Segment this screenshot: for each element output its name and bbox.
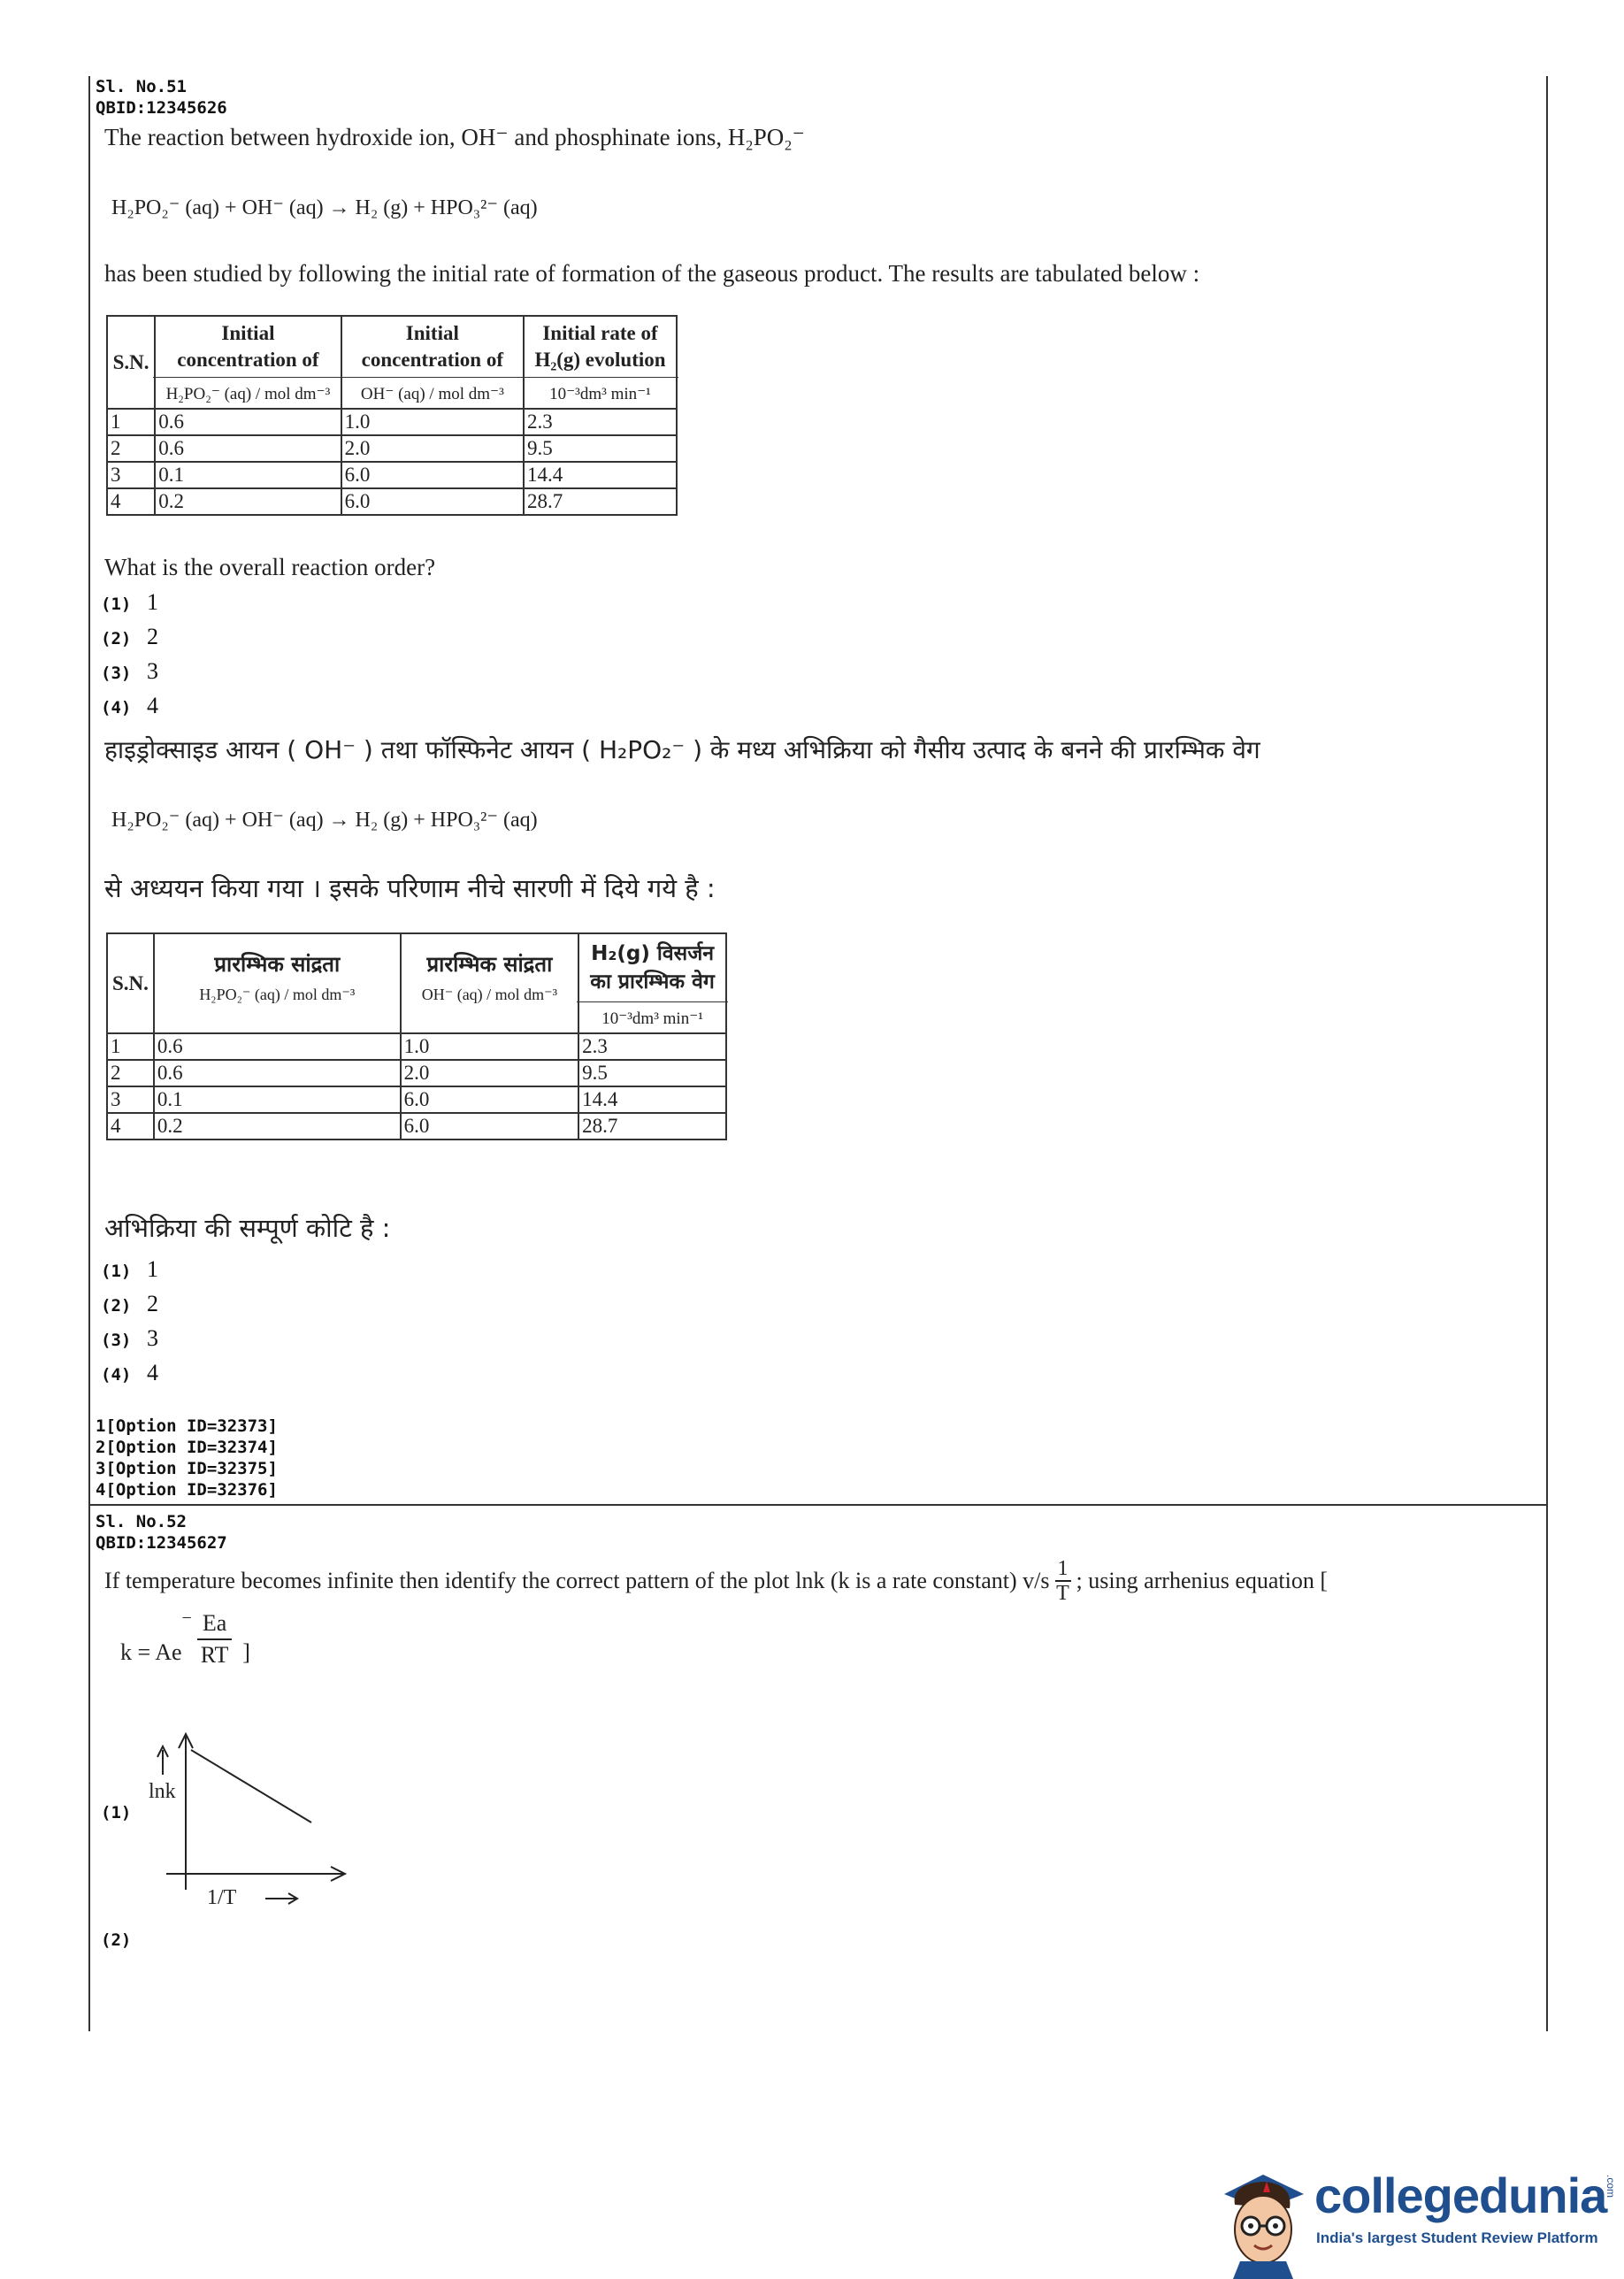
- fraction-denominator: T: [1056, 1582, 1069, 1605]
- question-tail: ; using arrhenius equation [: [1076, 1568, 1329, 1593]
- table-row: [107, 1113, 726, 1140]
- cell: 14.4: [524, 462, 677, 488]
- option-number: (1): [101, 595, 132, 614]
- option-value: 4: [147, 1360, 158, 1385]
- cell: 6.0: [401, 1086, 578, 1113]
- header-rate: [578, 933, 726, 1033]
- cell: 9.5: [524, 435, 677, 462]
- cell: 6.0: [341, 488, 524, 515]
- cell: 14.4: [578, 1086, 726, 1113]
- option-value: 3: [147, 1325, 158, 1351]
- option-id-2: 2[Option ID=32374]: [96, 1438, 278, 1457]
- option-value: 1: [147, 1256, 158, 1282]
- question-text: If temperature becomes infinite then identify the correct pattern of the plot lnk (k is a rate constant) v/s: [104, 1568, 1050, 1593]
- option-1-label[interactable]: (1): [101, 1803, 132, 1822]
- cell: 3: [107, 462, 155, 488]
- arrhenius-equation: [120, 1608, 250, 1670]
- table-row: [107, 1060, 726, 1086]
- table-row: [107, 1033, 726, 1060]
- y-axis-label: lnk: [149, 1780, 176, 1803]
- cell: 6.0: [341, 462, 524, 488]
- hindi-intro: हाइड्रोक्साइड आयन ( OH⁻ ) तथा फॉस्फिनेट आयन ( H₂PO₂⁻ ) के मध्य अभिक्रिया को गैसीय उत्पाद के बनने की प्रारम्भिक वेग: [104, 735, 1260, 764]
- cell: 2.3: [524, 409, 677, 435]
- study-text: has been studied by following the initial rate of formation of the gaseous product. The results are tabulated below :: [104, 260, 1200, 287]
- exponent-denominator: RT: [200, 1642, 229, 1668]
- page-border-left: [88, 76, 90, 2031]
- option-number: (1): [101, 1262, 132, 1281]
- cell: 1.0: [341, 409, 524, 435]
- option-value: 1: [147, 589, 158, 615]
- table-header-row: [107, 933, 726, 1033]
- option-4[interactable]: [101, 693, 158, 719]
- option-number: (2): [101, 629, 132, 648]
- option-3[interactable]: [101, 658, 158, 685]
- header-text: Initial concentration of: [361, 322, 503, 371]
- question-intro: The reaction between hydroxide ion, OH⁻ and phosphinate ions, H₂PO₂⁻: [104, 124, 805, 150]
- cell: 9.5: [578, 1060, 726, 1086]
- option-value: 2: [147, 1291, 158, 1316]
- cell: 2: [107, 1060, 154, 1086]
- option-number: (4): [101, 698, 132, 717]
- header-conc-h2po2: [154, 933, 401, 1033]
- cell: 1.0: [401, 1033, 578, 1060]
- equation-lhs: k = Ae: [120, 1639, 182, 1665]
- header-text: H₂(g) विसर्जन का प्रारम्भिक वेग: [590, 942, 715, 994]
- table-row: [107, 488, 677, 515]
- header-unit: OH⁻ (aq) / mol dm⁻³: [421, 985, 558, 1003]
- hindi-option-2[interactable]: [101, 1291, 158, 1317]
- exponent-fraction: [197, 1608, 232, 1670]
- cell: 0.6: [155, 435, 341, 462]
- cell: 28.7: [578, 1113, 726, 1140]
- table-header-row: [107, 316, 677, 409]
- plot-line: [191, 1750, 311, 1822]
- header-conc-oh: [341, 316, 524, 409]
- fraction-numerator: 1: [1055, 1557, 1071, 1582]
- mascot-icon: [1205, 2155, 1320, 2279]
- header-text: Initial concentration of: [177, 322, 319, 371]
- table-row: [107, 462, 677, 488]
- option-number: (4): [101, 1365, 132, 1385]
- exponent: [182, 1608, 233, 1670]
- minus-sign: −: [181, 1608, 192, 1628]
- table-row: [107, 1086, 726, 1113]
- cell: 0.1: [155, 462, 341, 488]
- option-2[interactable]: [101, 624, 158, 650]
- header-rate: [524, 316, 677, 409]
- table-row: [107, 409, 677, 435]
- header-unit: 10⁻³dm³ min⁻¹: [522, 377, 678, 408]
- cell: 2.0: [341, 435, 524, 462]
- brand-logo[interactable]: [1205, 2155, 1620, 2279]
- page-border-right: [1546, 76, 1548, 2031]
- cell: 4: [107, 488, 155, 515]
- header-conc-oh: [401, 933, 578, 1033]
- header-unit: H₂PO₂⁻ (aq) / mol dm⁻³: [199, 985, 356, 1003]
- equation-close: ]: [242, 1639, 250, 1665]
- question-separator: [88, 1504, 1548, 1506]
- exponent-numerator: Ea: [197, 1608, 232, 1640]
- header-text: प्रारम्भिक सांद्रता: [214, 951, 341, 977]
- reaction-equation: H₂PO₂⁻ (aq) + OH⁻ (aq) → H₂ (g) + HPO₃²⁻ (aq): [111, 196, 538, 219]
- hindi-question-text: अभिक्रिया की सम्पूर्ण कोटि है :: [104, 1213, 391, 1243]
- brand-dotcom: .com: [1605, 2175, 1617, 2198]
- cell: 3: [107, 1086, 154, 1113]
- question-serial-51: Sl. No.51: [96, 77, 187, 96]
- x-axis-label: 1/T: [207, 1886, 237, 1909]
- header-sn: S.N.: [107, 933, 154, 1033]
- cell: 1: [107, 1033, 154, 1060]
- brand-name: collegedunia: [1314, 2168, 1607, 2223]
- option-number: (3): [101, 664, 132, 683]
- header-text: Initial rate of H₂(g) evolution: [534, 322, 666, 371]
- question-qbid-52: QBID:12345627: [96, 1533, 227, 1553]
- question-text: What is the overall reaction order?: [104, 554, 436, 580]
- cell: 0.1: [154, 1086, 401, 1113]
- cell: 0.6: [154, 1060, 401, 1086]
- question-qbid-51: QBID:12345626: [96, 98, 227, 118]
- cell: 2: [107, 435, 155, 462]
- cell: 0.6: [155, 409, 341, 435]
- option-1[interactable]: [101, 589, 158, 616]
- cell: 6.0: [401, 1113, 578, 1140]
- cell: 2.0: [401, 1060, 578, 1086]
- question-52-text: [104, 1557, 1328, 1605]
- header-sn: S.N.: [107, 316, 155, 409]
- hindi-reaction-equation: H₂PO₂⁻ (aq) + OH⁻ (aq) → H₂ (g) + HPO₃²⁻ (aq): [111, 809, 538, 832]
- question-serial-52: Sl. No.52: [96, 1512, 187, 1531]
- option-id-4: 4[Option ID=32376]: [96, 1480, 278, 1500]
- header-unit: 10⁻³dm³ min⁻¹: [577, 1001, 728, 1032]
- option-2-label[interactable]: (2): [101, 1930, 132, 1950]
- option-id-1: 1[Option ID=32373]: [96, 1416, 278, 1436]
- table-row: [107, 435, 677, 462]
- hindi-option-3[interactable]: [101, 1325, 158, 1352]
- cell: 1: [107, 409, 155, 435]
- cell: 28.7: [524, 488, 677, 515]
- cell: 0.2: [155, 488, 341, 515]
- one-over-t-fraction: [1055, 1557, 1071, 1605]
- cell: 4: [107, 1113, 154, 1140]
- cell: 0.2: [154, 1113, 401, 1140]
- header-conc-h2po2: [155, 316, 341, 409]
- hindi-option-1[interactable]: [101, 1256, 158, 1283]
- header-text: प्रारम्भिक सांद्रता: [426, 951, 553, 977]
- option-value: 2: [147, 624, 158, 649]
- header-unit: OH⁻ (aq) / mol dm⁻³: [340, 377, 525, 408]
- rate-table-english: [106, 315, 678, 516]
- hindi-study-text: से अध्ययन किया गया । इसके परिणाम नीचे सारणी में दिये गये है :: [104, 873, 716, 903]
- option-number: (2): [101, 1296, 132, 1316]
- cell: 0.6: [154, 1033, 401, 1060]
- cell: 2.3: [578, 1033, 726, 1060]
- option-number: (3): [101, 1331, 132, 1350]
- brand-tagline: India's largest Student Review Platform: [1316, 2229, 1598, 2246]
- option-value: 4: [147, 693, 158, 718]
- option-value: 3: [147, 658, 158, 684]
- hindi-option-4[interactable]: [101, 1360, 158, 1386]
- lnk-vs-inverse-t-graph: [142, 1725, 372, 1920]
- option-id-3: 3[Option ID=32375]: [96, 1459, 278, 1478]
- header-unit: H₂PO₂⁻ (aq) / mol dm⁻³: [153, 377, 342, 408]
- rate-table-hindi: [106, 932, 727, 1140]
